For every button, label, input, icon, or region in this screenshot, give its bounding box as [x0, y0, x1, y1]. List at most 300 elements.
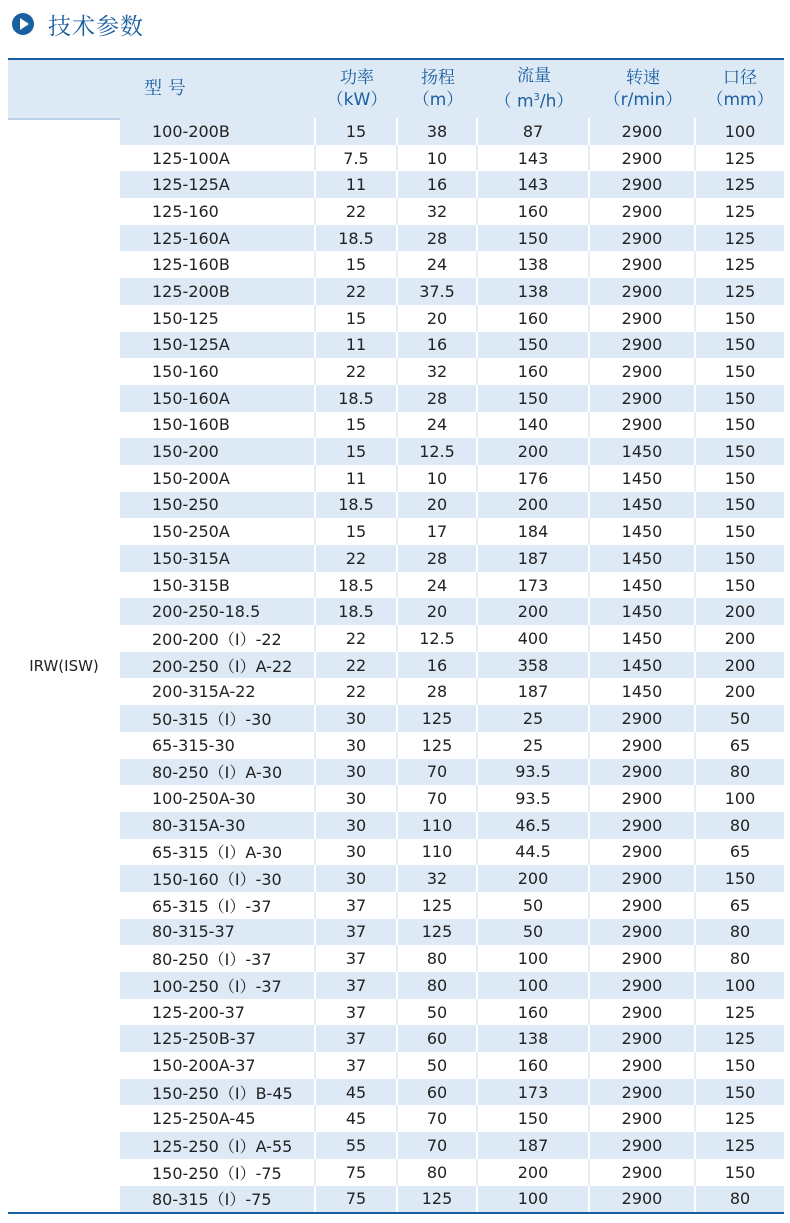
cell-speed: 2900: [590, 759, 696, 786]
cell-model: 150-125A: [120, 332, 316, 359]
cell-model: 125-250A-45: [120, 1105, 316, 1132]
table-row: [120, 945, 784, 972]
cell-speed: 2900: [590, 1132, 696, 1159]
table-row: [120, 785, 784, 812]
table-row: [120, 385, 784, 412]
table-row: [120, 145, 784, 172]
cell-model: 125-200-37: [120, 999, 316, 1026]
table-row: [120, 358, 784, 385]
cell-caliber: 125: [724, 1109, 756, 1129]
table-row: [120, 919, 784, 946]
header-head-unit: （m）: [412, 90, 464, 110]
cell-power: 22: [316, 545, 398, 572]
cell-speed: 1450: [590, 518, 696, 545]
cell-model: 125-160: [120, 198, 316, 225]
cell-power: 37: [316, 945, 398, 972]
cell-power: 30: [316, 812, 398, 839]
cell-head: 28: [398, 385, 478, 412]
table-row: [120, 1186, 784, 1213]
cell-head: 125: [398, 732, 478, 759]
cell-caliber: 200: [724, 655, 756, 675]
cell-head: 60: [398, 1025, 478, 1052]
table-row: [120, 759, 784, 786]
cell-caliber: 150: [724, 495, 756, 515]
cell-power: 15: [316, 412, 398, 439]
cell-speed: 2900: [590, 332, 696, 359]
cell-head: 28: [398, 225, 478, 252]
cell-speed: 2900: [590, 305, 696, 332]
cell-speed: 2900: [590, 198, 696, 225]
cell-speed: 2900: [590, 1079, 696, 1106]
cell-caliber: 150: [724, 308, 756, 328]
cell-flow: 140: [478, 412, 590, 439]
table-row: [120, 812, 784, 839]
cell-caliber: 150: [724, 388, 756, 408]
cell-power: 45: [316, 1105, 398, 1132]
cell-flow: 25: [478, 732, 590, 759]
table-row: [120, 732, 784, 759]
header-speed: [590, 60, 696, 118]
cell-speed: 1450: [590, 625, 696, 652]
cell-power: 15: [316, 118, 398, 145]
cell-power: 55: [316, 1132, 398, 1159]
cell-model: 150-160: [120, 358, 316, 385]
cell-caliber: 100: [724, 975, 756, 995]
table-row: [120, 412, 784, 439]
cell-caliber: 50: [729, 708, 751, 728]
cell-flow: 150: [478, 385, 590, 412]
header-model-label: 型 号: [144, 78, 186, 99]
cell-power: 7.5: [316, 145, 398, 172]
table-row: [120, 1132, 784, 1159]
cell-power: 75: [316, 1159, 398, 1186]
cell-caliber: 125: [724, 201, 756, 221]
table-row: [120, 225, 784, 252]
header-caliber-name: 口径: [723, 68, 757, 88]
cell-model: 125-200B: [120, 278, 316, 305]
cell-speed: 1450: [590, 598, 696, 625]
table-row: [120, 1052, 784, 1079]
cell-model: 100-200B: [120, 118, 316, 145]
cell-head: 17: [398, 518, 478, 545]
cell-power: 18.5: [316, 572, 398, 599]
cell-flow: 400: [478, 625, 590, 652]
cell-head: 32: [398, 358, 478, 385]
cell-head: 125: [398, 919, 478, 946]
cell-head: 37.5: [398, 278, 478, 305]
cell-speed: 1450: [590, 652, 696, 679]
cell-caliber: 200: [724, 628, 756, 648]
cell-speed: 2900: [590, 839, 696, 866]
cell-head: 70: [398, 759, 478, 786]
header-power: [316, 60, 398, 118]
cell-caliber: 125: [724, 1135, 756, 1155]
cell-caliber: 100: [724, 789, 756, 809]
header-speed-unit: （r/min）: [603, 90, 683, 110]
cell-flow: 138: [478, 1025, 590, 1052]
cell-flow: 138: [478, 251, 590, 278]
cell-speed: 2900: [590, 145, 696, 172]
cell-caliber: 200: [724, 602, 756, 622]
table-row: [120, 705, 784, 732]
cell-model: 150-200: [120, 438, 316, 465]
cell-model: 150-315A: [120, 545, 316, 572]
cell-model: 150-200A: [120, 465, 316, 492]
cell-model: 150-160（Ⅰ）-30: [120, 865, 316, 892]
cell-head: 70: [398, 1105, 478, 1132]
table-row: [120, 598, 784, 625]
cell-flow: 150: [478, 225, 590, 252]
cell-head: 32: [398, 198, 478, 225]
cell-head: 80: [398, 945, 478, 972]
cell-flow: 200: [478, 865, 590, 892]
cell-head: 24: [398, 572, 478, 599]
cell-model: 100-250A-30: [120, 785, 316, 812]
header-model: [120, 60, 310, 118]
cell-power: 18.5: [316, 385, 398, 412]
cell-caliber: 80: [729, 815, 751, 835]
cell-caliber: 150: [724, 442, 756, 462]
table-row: [120, 572, 784, 599]
cell-flow: 200: [478, 438, 590, 465]
cell-head: 12.5: [398, 438, 478, 465]
cell-caliber: 150: [724, 869, 756, 889]
cell-head: 60: [398, 1079, 478, 1106]
cell-model: 200-250（Ⅰ）A-22: [120, 652, 316, 679]
cell-flow: 93.5: [478, 785, 590, 812]
header-head-name: 扬程: [421, 68, 455, 88]
cell-head: 50: [398, 1052, 478, 1079]
cell-head: 50: [398, 999, 478, 1026]
cell-speed: 1450: [590, 678, 696, 705]
cell-flow: 87: [478, 118, 590, 145]
cell-speed: 2900: [590, 812, 696, 839]
cell-model: 65-315-30: [120, 732, 316, 759]
cell-speed: 2900: [590, 385, 696, 412]
cell-head: 80: [398, 1159, 478, 1186]
cell-head: 70: [398, 785, 478, 812]
table-body: [8, 118, 784, 1212]
cell-flow: 150: [478, 332, 590, 359]
cell-head: 28: [398, 545, 478, 572]
cell-speed: 2900: [590, 1159, 696, 1186]
cell-model: 100-250（Ⅰ）-37: [120, 972, 316, 999]
header-flow-unit: （ $m^3/h$）: [494, 91, 574, 112]
cell-head: 80: [398, 972, 478, 999]
cell-flow: 100: [478, 1186, 590, 1213]
cell-power: 11: [316, 171, 398, 198]
cell-flow: 160: [478, 305, 590, 332]
cell-flow: 93.5: [478, 759, 590, 786]
cell-flow: 143: [478, 145, 590, 172]
cell-power: 30: [316, 705, 398, 732]
cell-speed: 2900: [590, 892, 696, 919]
cell-caliber: 125: [724, 148, 756, 168]
cell-model: 200-250-18.5: [120, 598, 316, 625]
cell-speed: 2900: [590, 225, 696, 252]
cell-caliber: 80: [729, 1189, 751, 1209]
cell-flow: 25: [478, 705, 590, 732]
cell-caliber: 125: [724, 281, 756, 301]
cell-caliber: 125: [724, 175, 756, 195]
cell-model: 80-250（Ⅰ）-37: [120, 945, 316, 972]
cell-caliber: 150: [724, 468, 756, 488]
header-head: [398, 60, 478, 118]
cell-power: 15: [316, 518, 398, 545]
cell-speed: 2900: [590, 1052, 696, 1079]
cell-caliber: 125: [724, 228, 756, 248]
cell-model: 200-200（Ⅰ）-22: [120, 625, 316, 652]
table-row: [120, 999, 784, 1026]
cell-speed: 2900: [590, 705, 696, 732]
cell-flow: 150: [478, 1105, 590, 1132]
cell-head: 20: [398, 598, 478, 625]
cell-caliber: 150: [724, 548, 756, 568]
cell-flow: 187: [478, 678, 590, 705]
cell-speed: 1450: [590, 492, 696, 519]
cell-speed: 2900: [590, 118, 696, 145]
header-flow: [478, 60, 590, 118]
cell-model: 150-250: [120, 492, 316, 519]
cell-model: 125-125A: [120, 171, 316, 198]
cell-flow: 358: [478, 652, 590, 679]
cell-power: 22: [316, 278, 398, 305]
header-caliber-unit: （mm）: [706, 90, 774, 110]
cell-power: 37: [316, 1052, 398, 1079]
table-row: [120, 465, 784, 492]
cell-speed: 2900: [590, 1186, 696, 1213]
cell-model: 80-315-37: [120, 919, 316, 946]
cell-speed: 1450: [590, 545, 696, 572]
cell-caliber: 80: [729, 762, 751, 782]
cell-power: 22: [316, 678, 398, 705]
cell-power: 37: [316, 919, 398, 946]
cell-head: 24: [398, 412, 478, 439]
cell-flow: 143: [478, 171, 590, 198]
cell-power: 18.5: [316, 225, 398, 252]
cell-speed: 2900: [590, 919, 696, 946]
cell-power: 22: [316, 358, 398, 385]
cell-flow: 173: [478, 572, 590, 599]
cell-power: 11: [316, 465, 398, 492]
cell-flow: 173: [478, 1079, 590, 1106]
table-rows: [120, 118, 784, 1212]
cell-head: 70: [398, 1132, 478, 1159]
cell-speed: 2900: [590, 732, 696, 759]
cell-flow: 200: [478, 598, 590, 625]
cell-head: 32: [398, 865, 478, 892]
table-row: [120, 251, 784, 278]
cell-caliber: 125: [724, 1002, 756, 1022]
cell-model: 150-250（Ⅰ）B-45: [120, 1079, 316, 1106]
play-circle-icon: [12, 13, 34, 35]
cell-head: 110: [398, 839, 478, 866]
cell-speed: 2900: [590, 358, 696, 385]
cell-head: 10: [398, 465, 478, 492]
cell-flow: 50: [478, 919, 590, 946]
cell-caliber: 65: [729, 842, 751, 862]
cell-model: 80-250（Ⅰ）A-30: [120, 759, 316, 786]
header-speed-name: 转速: [626, 68, 660, 88]
cell-model: 150-200A-37: [120, 1052, 316, 1079]
cell-caliber: 150: [724, 575, 756, 595]
cell-speed: 2900: [590, 1105, 696, 1132]
section-title-bar: [12, 4, 144, 44]
table-row: [120, 1159, 784, 1186]
cell-power: 37: [316, 892, 398, 919]
cell-speed: 2900: [590, 865, 696, 892]
cell-caliber: 150: [724, 362, 756, 382]
table-row: [120, 625, 784, 652]
cell-head: 16: [398, 652, 478, 679]
cell-flow: 200: [478, 1159, 590, 1186]
cell-model: 150-160B: [120, 412, 316, 439]
table-row: [120, 332, 784, 359]
cell-flow: 160: [478, 999, 590, 1026]
cell-flow: 100: [478, 972, 590, 999]
cell-model: 125-100A: [120, 145, 316, 172]
cell-power: 22: [316, 652, 398, 679]
cell-caliber: 150: [724, 522, 756, 542]
header-power-unit: （kW）: [326, 90, 388, 110]
table-row: [120, 278, 784, 305]
cell-flow: 44.5: [478, 839, 590, 866]
cell-power: 30: [316, 865, 398, 892]
cell-head: 24: [398, 251, 478, 278]
cell-power: 37: [316, 1025, 398, 1052]
cell-head: 10: [398, 145, 478, 172]
cell-power: 30: [316, 839, 398, 866]
cell-power: 15: [316, 305, 398, 332]
table-row: [120, 1105, 784, 1132]
cell-model: 150-125: [120, 305, 316, 332]
cell-model: 65-315（Ⅰ）A-30: [120, 839, 316, 866]
cell-speed: 2900: [590, 972, 696, 999]
cell-power: 15: [316, 251, 398, 278]
cell-power: 30: [316, 785, 398, 812]
cell-model: 150-315B: [120, 572, 316, 599]
header-caliber: [696, 60, 784, 118]
cell-flow: 160: [478, 198, 590, 225]
cell-model: 80-315A-30: [120, 812, 316, 839]
series-cell: IRW(ISW): [8, 118, 120, 1212]
cell-caliber: 80: [729, 949, 751, 969]
cell-power: 37: [316, 999, 398, 1026]
cell-power: 30: [316, 759, 398, 786]
table-row: [120, 865, 784, 892]
cell-power: 18.5: [316, 492, 398, 519]
cell-head: 12.5: [398, 625, 478, 652]
cell-flow: 160: [478, 1052, 590, 1079]
cell-flow: 50: [478, 892, 590, 919]
table-row: [120, 892, 784, 919]
cell-head: 125: [398, 1186, 478, 1213]
table-row: [120, 1079, 784, 1106]
header-power-name: 功率: [340, 68, 374, 88]
cell-caliber: 65: [729, 735, 751, 755]
cell-model: 125-250B-37: [120, 1025, 316, 1052]
cell-power: 75: [316, 1186, 398, 1213]
cell-flow: 200: [478, 492, 590, 519]
cell-model: 125-250（Ⅰ）A-55: [120, 1132, 316, 1159]
cell-speed: 1450: [590, 465, 696, 492]
cell-head: 20: [398, 305, 478, 332]
table-row: [120, 492, 784, 519]
table-row: [120, 839, 784, 866]
cell-speed: 2900: [590, 251, 696, 278]
cell-model: 150-160A: [120, 385, 316, 412]
cell-head: 125: [398, 892, 478, 919]
cell-model: 150-250A: [120, 518, 316, 545]
section-title: 技术参数: [48, 13, 144, 40]
cell-speed: 2900: [590, 945, 696, 972]
cell-speed: 2900: [590, 785, 696, 812]
cell-power: 22: [316, 625, 398, 652]
cell-power: 15: [316, 438, 398, 465]
cell-caliber: 125: [724, 255, 756, 275]
cell-power: 22: [316, 198, 398, 225]
cell-caliber: 150: [724, 1082, 756, 1102]
cell-caliber: 150: [724, 1055, 756, 1075]
cell-speed: 1450: [590, 438, 696, 465]
cell-speed: 2900: [590, 1025, 696, 1052]
cell-model: 200-315A-22: [120, 678, 316, 705]
cell-caliber: 150: [724, 1162, 756, 1182]
cell-flow: 187: [478, 1132, 590, 1159]
cell-speed: 2900: [590, 278, 696, 305]
cell-flow: 46.5: [478, 812, 590, 839]
cell-speed: 1450: [590, 572, 696, 599]
cell-speed: 2900: [590, 412, 696, 439]
table-row: [120, 652, 784, 679]
header-flow-name: 流量: [517, 66, 551, 87]
cell-speed: 2900: [590, 171, 696, 198]
cell-caliber: 65: [729, 895, 751, 915]
cell-flow: 176: [478, 465, 590, 492]
cell-flow: 187: [478, 545, 590, 572]
cell-caliber: 125: [724, 1029, 756, 1049]
cell-caliber: 100: [724, 121, 756, 141]
cell-head: 16: [398, 171, 478, 198]
table-row: [120, 545, 784, 572]
cell-power: 30: [316, 732, 398, 759]
cell-model: 150-250（Ⅰ）-75: [120, 1159, 316, 1186]
cell-power: 11: [316, 332, 398, 359]
table-row: [120, 198, 784, 225]
cell-head: 125: [398, 705, 478, 732]
table-row: [120, 1025, 784, 1052]
bottom-divider: [8, 1212, 784, 1214]
table-row: [120, 305, 784, 332]
cell-flow: 100: [478, 945, 590, 972]
cell-caliber: 80: [729, 922, 751, 942]
table-row: [120, 171, 784, 198]
cell-head: 28: [398, 678, 478, 705]
cell-head: 16: [398, 332, 478, 359]
cell-head: 110: [398, 812, 478, 839]
cell-caliber: 150: [724, 415, 756, 435]
table-row: [120, 118, 784, 145]
cell-model: 125-160B: [120, 251, 316, 278]
table-row: [120, 518, 784, 545]
cell-model: 50-315（Ⅰ）-30: [120, 705, 316, 732]
cell-flow: 184: [478, 518, 590, 545]
cell-flow: 160: [478, 358, 590, 385]
table-row: [120, 972, 784, 999]
table-row: [120, 438, 784, 465]
cell-model: 80-315（Ⅰ）-75: [120, 1186, 316, 1213]
cell-power: 18.5: [316, 598, 398, 625]
